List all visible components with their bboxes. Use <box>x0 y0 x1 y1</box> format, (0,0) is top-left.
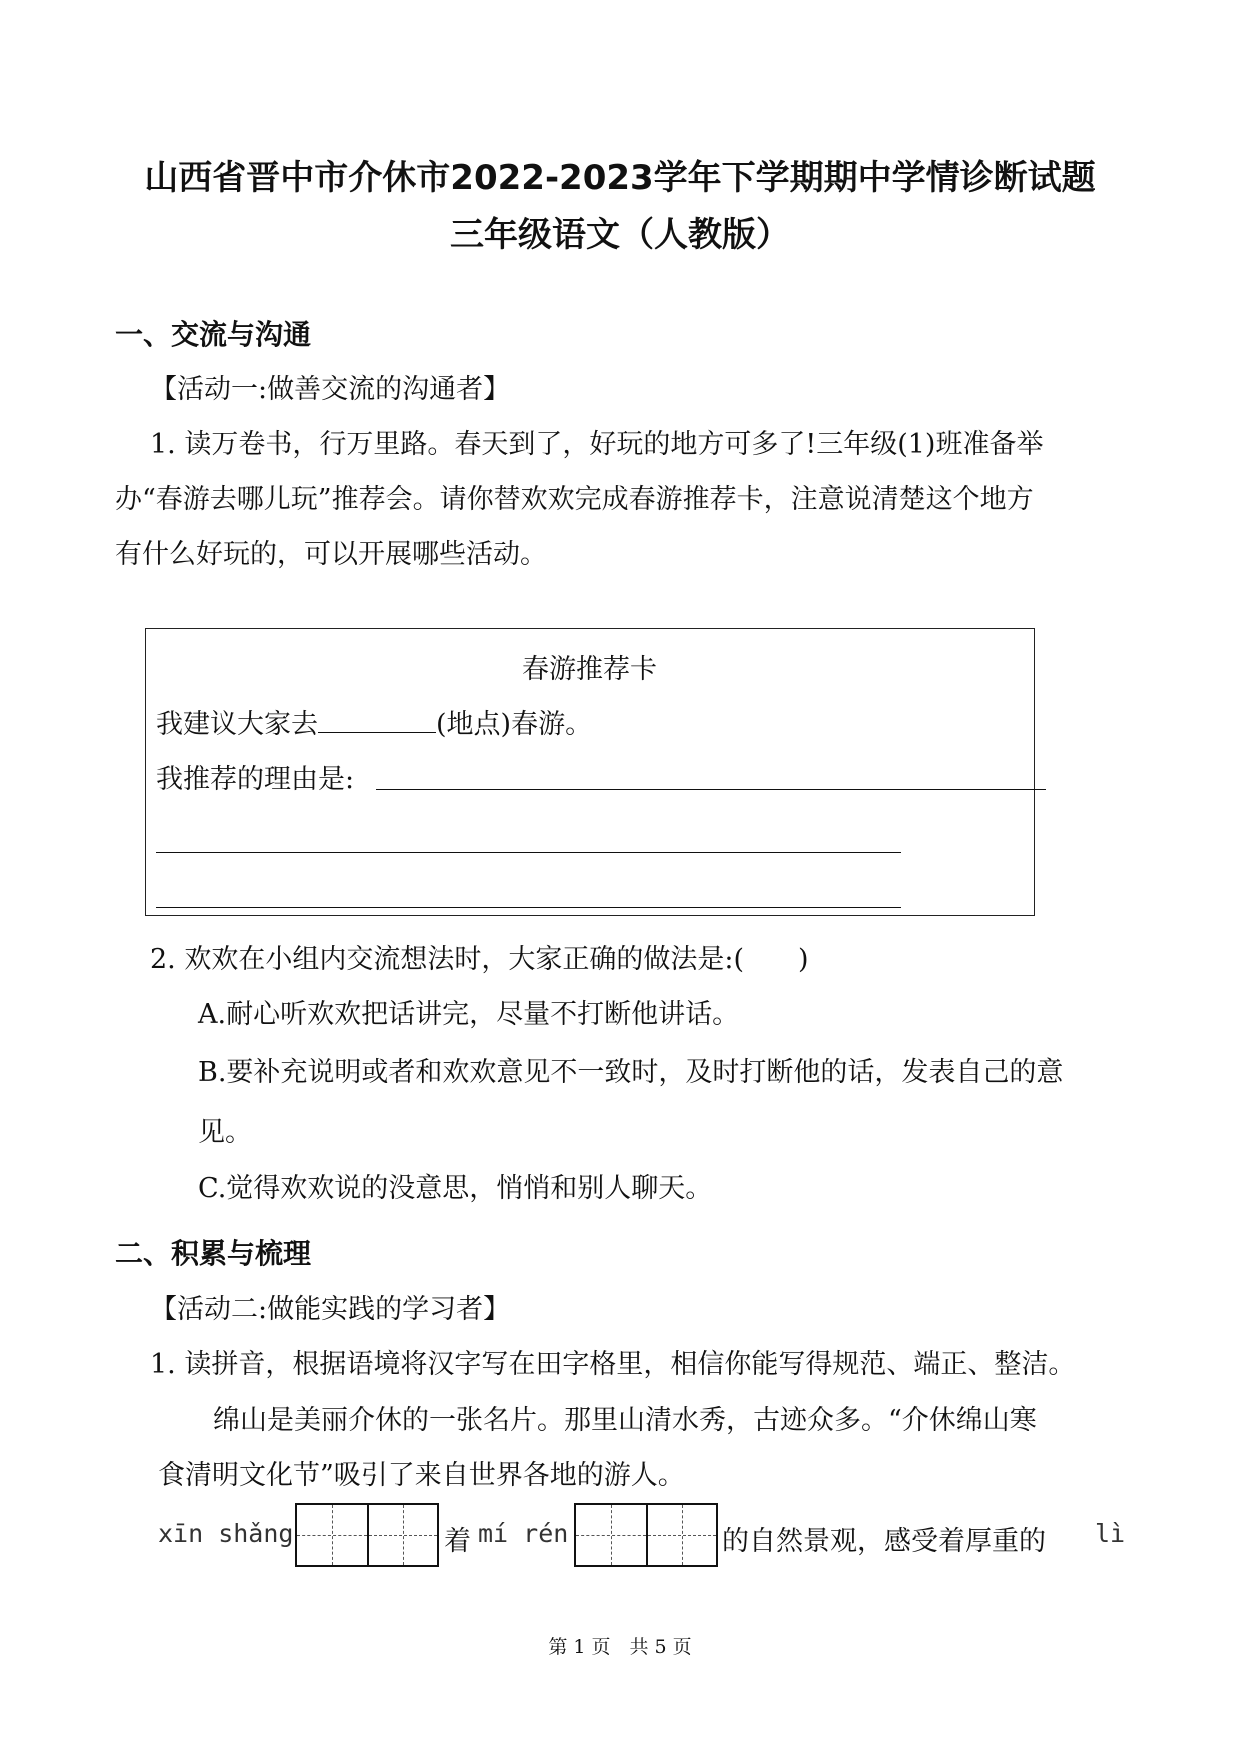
grid-cell[interactable] <box>646 1505 716 1565</box>
option-b[interactable]: B.要补充说明或者和欢欢意见不一致时，及时打断他的话，发表自己的意 <box>198 1057 1064 1088</box>
card-reason-label: 我推荐的理由是: <box>156 764 355 795</box>
reason-blank-line[interactable] <box>156 852 901 853</box>
pinyin-label: lì <box>1095 1519 1126 1548</box>
grid-cell[interactable] <box>367 1505 437 1565</box>
option-b-continued: 见。 <box>198 1117 252 1148</box>
option-a[interactable]: A.耐心听欢欢把话讲完，尽量不打断他讲话。 <box>198 999 740 1030</box>
pinyin-label: mí rén <box>478 1519 569 1548</box>
question-text: 1. 读拼音，根据语境将汉字写在田字格里，相信你能写得规范、端正、整洁。 <box>150 1349 1076 1380</box>
writing-grid[interactable] <box>574 1503 718 1567</box>
card-location-prefix: 我建议大家去 <box>156 709 318 740</box>
section-heading-2: 二、积累与梳理 <box>115 1237 312 1270</box>
question-text: 1. 读万卷书，行万里路。春天到了，好玩的地方可多了!三年级(1)班准备举 <box>150 429 1044 460</box>
passage-text: 食清明文化节”吸引了来自世界各地的游人。 <box>158 1460 685 1491</box>
passage-text: 绵山是美丽介休的一张名片。那里山清水秀，古迹众多。“介休绵山寒 <box>213 1405 1037 1436</box>
location-blank[interactable] <box>318 710 436 733</box>
passage-text: 的自然景观，感受着厚重的 <box>722 1526 1046 1557</box>
section-heading-1: 一、交流与沟通 <box>115 318 312 351</box>
writing-grid[interactable] <box>295 1503 439 1567</box>
pinyin-label: xīn shǎng <box>158 1519 294 1548</box>
reason-blank-line[interactable] <box>376 789 1046 790</box>
card-location-suffix: (地点)春游。 <box>436 709 593 740</box>
activity-label-2: 【活动二:做能实践的学习者】 <box>150 1294 511 1325</box>
card-title: 春游推荐卡 <box>522 654 657 685</box>
option-c[interactable]: C.觉得欢欢说的没意思，悄悄和别人聊天。 <box>198 1173 713 1204</box>
passage-text: 着 <box>444 1526 471 1557</box>
question-text: 办“春游去哪儿玩”推荐会。请你替欢欢完成春游推荐卡，注意说清楚这个地方 <box>115 484 1034 515</box>
recommendation-card <box>145 628 1035 916</box>
page-title: 山西省晋中市介休市2022-2023学年下学期期中学情诊断试题 <box>144 158 1096 198</box>
reason-blank-line[interactable] <box>156 907 901 908</box>
grid-cell[interactable] <box>297 1505 367 1565</box>
card-location-line <box>156 702 592 741</box>
grid-cell[interactable] <box>576 1505 646 1565</box>
page-subtitle: 三年级语文（人教版） <box>450 215 790 255</box>
question-text: 有什么好玩的，可以开展哪些活动。 <box>115 539 547 570</box>
page-number: 第 1 页 共 5 页 <box>548 1636 692 1658</box>
activity-label-1: 【活动一:做善交流的沟通者】 <box>150 374 511 405</box>
question-text: 2. 欢欢在小组内交流想法时，大家正确的做法是:( ) <box>150 944 809 975</box>
